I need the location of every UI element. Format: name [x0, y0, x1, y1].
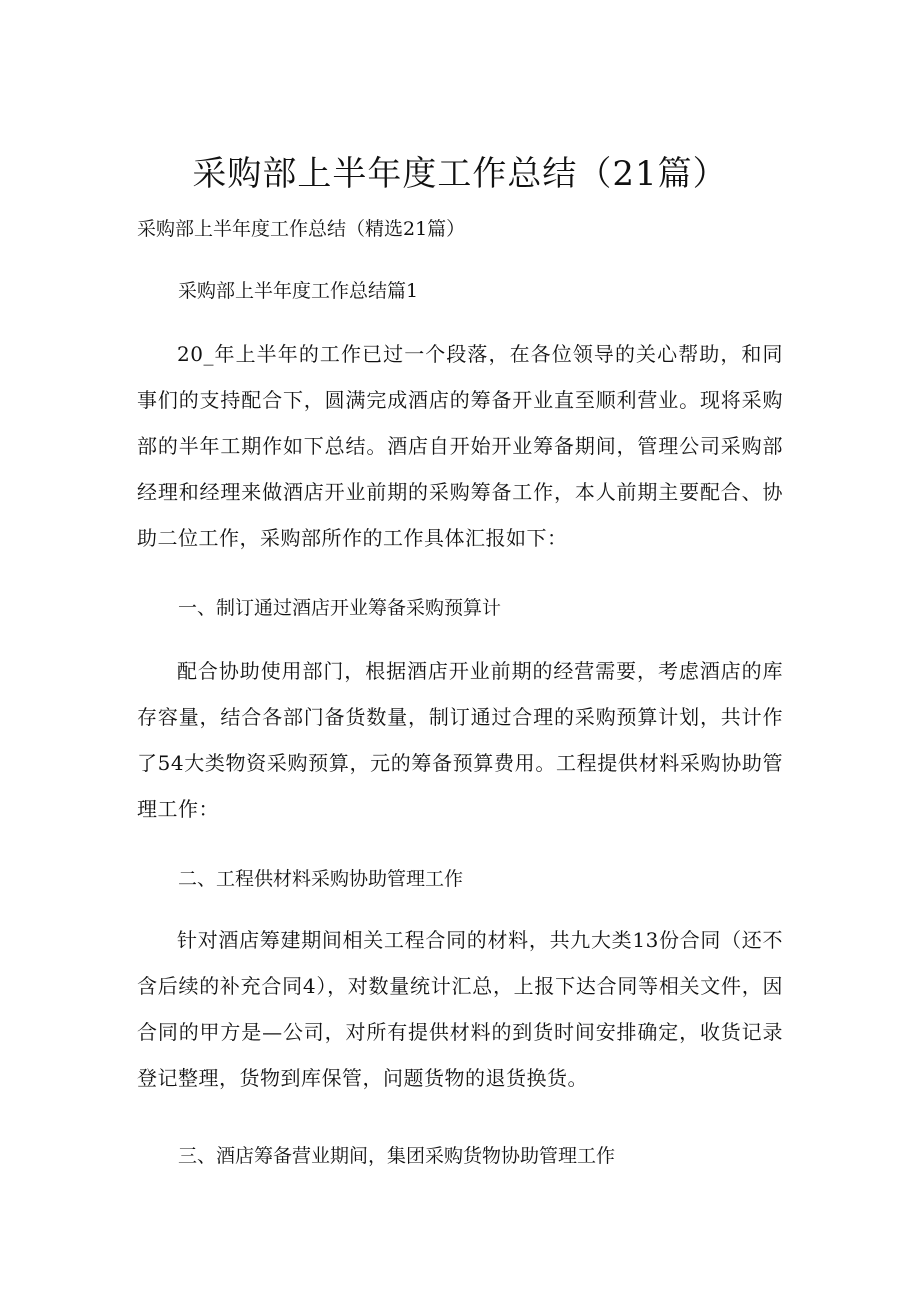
section-paragraph-1: 20_年上半年的工作已过一个段落，在各位领导的关心帮助，和同事们的支持配合下，圆满完成酒店的筹备开业直至顺利营业。现将采购部的半年工期作如下总结。酒店自开始开业筹备期间，管理公司采购部经理和经理来做酒店开业前期的采购筹备工作，本人前期主要配合、协助二位工作，采购部所作的工作具体汇报如下： — [137, 342, 783, 550]
section-heading-4: 三、酒店筹备营业期间，集团采购货物协助管理工作 — [178, 1145, 616, 1167]
section-paragraph-2: 配合协助使用部门，根据酒店开业前期的经营需要，考虑酒店的库存容量，结合各部门备货数量，制订通过合理的采购预算计划，共计作了54大类物资采购预算，元的筹备预算费用。工程提供材料采购协助管理工作： — [137, 659, 783, 821]
section-heading-2: 一、制订通过酒店开业筹备采购预算计 — [178, 597, 502, 619]
section-heading-1: 采购部上半年度工作总结篇1 — [178, 280, 419, 302]
section-heading-3: 二、工程供材料采购协助管理工作 — [178, 868, 464, 890]
document-subtitle: 采购部上半年度工作总结（精选21篇） — [137, 218, 466, 240]
document-title: 采购部上半年度工作总结（21篇） — [192, 154, 728, 194]
section-paragraph-3: 针对酒店筹建期间相关工程合同的材料，共九大类13份合同（还不含后续的补充合同4），对数量统计汇总，上报下达合同等相关文件，因合同的甲方是—公司，对所有提供材料的到货时间安排确定，收货记录登记整理，货物到库保管，问题货物的退货换货。 — [137, 928, 783, 1090]
